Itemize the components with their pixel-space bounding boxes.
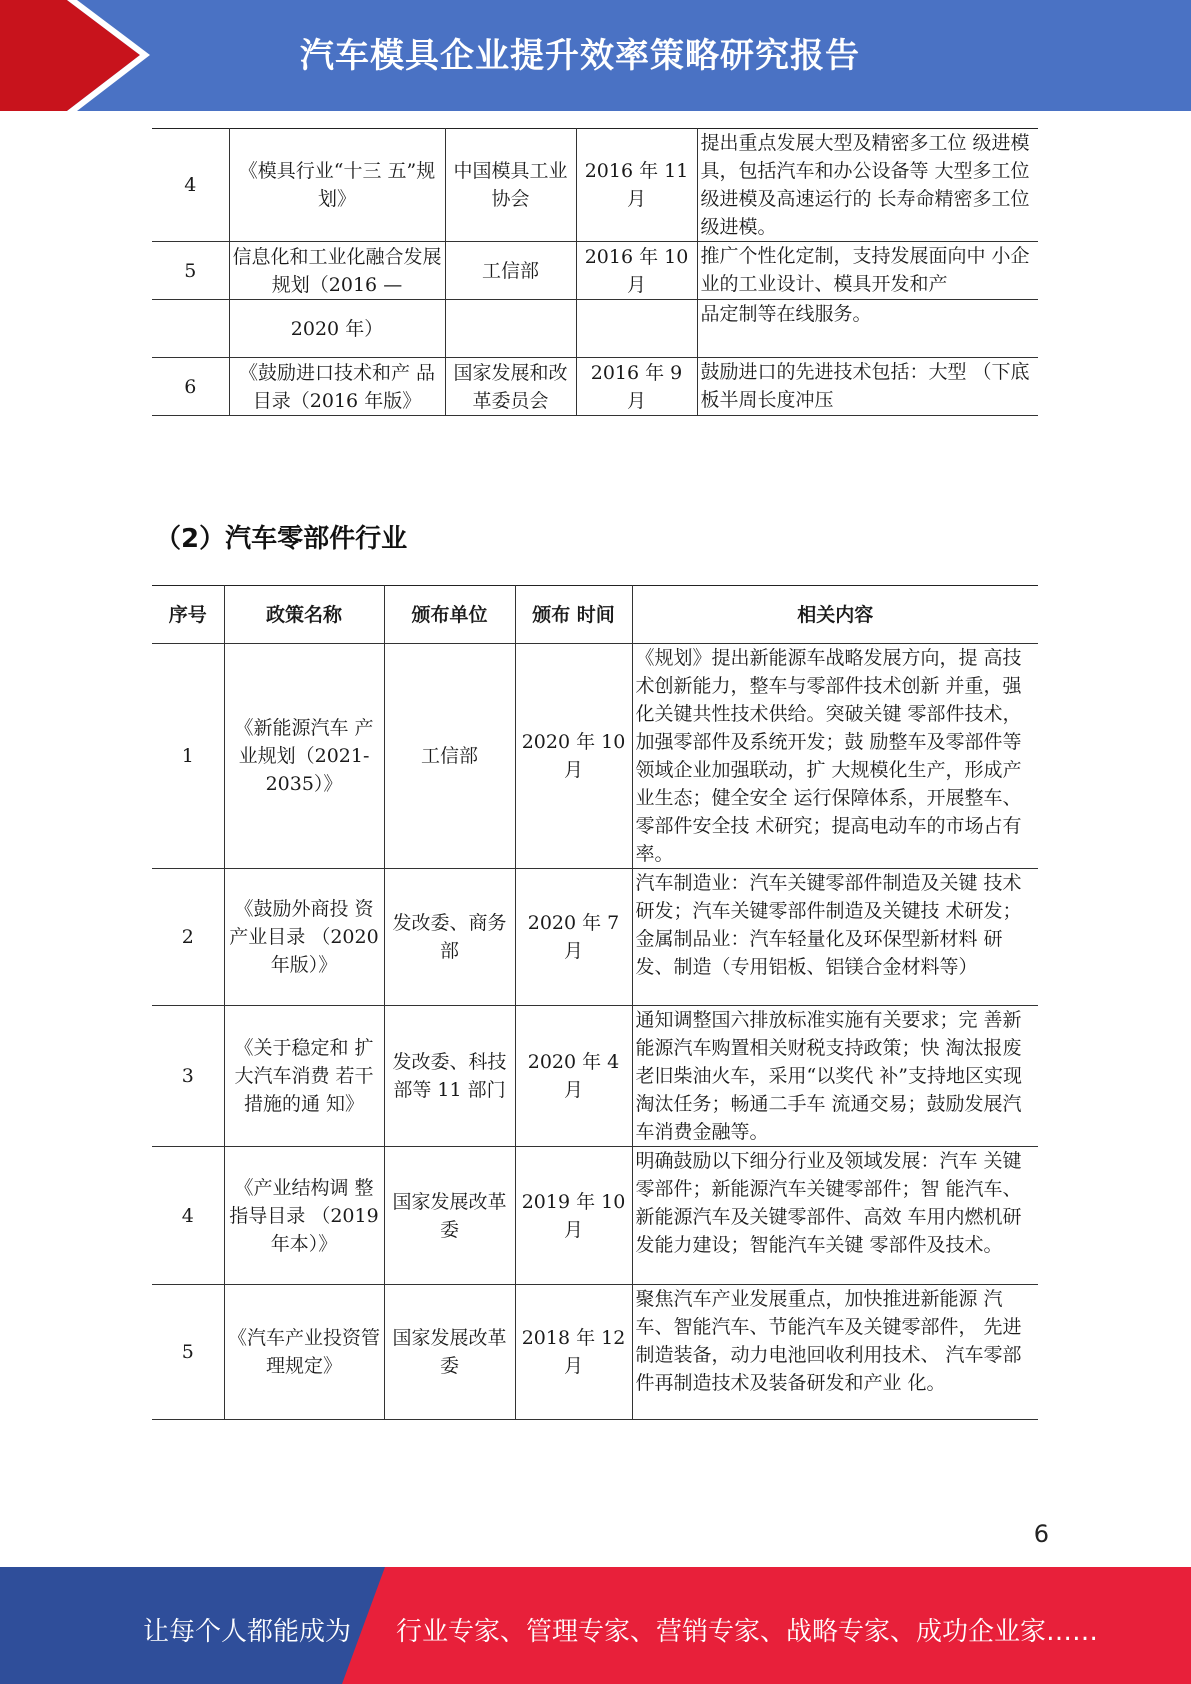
issue-date: 2018 年 12 月 [515, 1285, 632, 1420]
policy-name: 《关于稳定和 扩大汽车消费 若干措施的通 知》 [224, 1006, 384, 1147]
issuer: 发改委、商务部 [384, 869, 515, 1006]
policy-content: 通知调整国六排放标准实施有关要求；完 善新能源汽车购置相关财税支持政策；快 淘汰报废老旧柴油火车，采用“以奖代 补”支持地区实现淘汰任务；畅通二手车 流通交易；鼓励发展汽车消费金融等。 [632, 1006, 1038, 1147]
row-number: 3 [152, 1006, 224, 1147]
footer-slogan-right: 行业专家、管理专家、营销专家、战略专家、成功企业家…… [396, 1617, 1099, 1647]
policy-name: 《鼓励外商投 资产业目录 （2020 年版）》 [224, 869, 384, 1006]
page-number: 6 [1033, 1520, 1049, 1548]
red-chevron-decoration [0, 0, 140, 111]
table-row [152, 300, 1038, 358]
section-title: （2）汽车零部件行业 [155, 524, 408, 554]
table-row [152, 1147, 1038, 1285]
policy-table-mold-continued [152, 128, 1038, 416]
policy-name: 《模具行业“十三 五”规划》 [229, 129, 445, 242]
row-number: 5 [152, 242, 229, 300]
issuer: 国家发展改革委 [384, 1147, 515, 1285]
policy-name: 《新能源汽车 产业规划（2021-2035）》 [224, 644, 384, 869]
policy-content: 提出重点发展大型及精密多工位 级进模具，包括汽车和办公设备等 大型多工位级进模及高速运行的 长寿命精密多工位级进模。 [697, 129, 1038, 242]
row-number: 6 [152, 358, 229, 416]
row-number: 4 [152, 1147, 224, 1285]
footer-slogan-left: 让每个人都能成为 [143, 1617, 352, 1647]
report-title: 汽车模具企业提升效率策略研究报告 [300, 36, 860, 76]
issuer: 国家发展和改革委员会 [445, 358, 576, 416]
header-content: 相关内容 [632, 586, 1038, 644]
page-footer [0, 1567, 1191, 1684]
row-number: 2 [152, 869, 224, 1006]
issue-date [576, 300, 697, 358]
policy-content: 明确鼓励以下细分行业及领域发展：汽车 关键零部件；新能源汽车关键零部件；智 能汽车、新能源汽车及关键零部件、高效 车用内燃机研发能力建设；智能汽车关键 零部件及技术。 [632, 1147, 1038, 1285]
policy-name: 信息化和工业化融合发展规划（2016 — [229, 242, 445, 300]
table-row [152, 869, 1038, 1006]
table-header-row [152, 586, 1038, 644]
header-number: 序号 [152, 586, 224, 644]
issuer: 国家发展改革委 [384, 1285, 515, 1420]
issue-date: 2019 年 10 月 [515, 1147, 632, 1285]
issuer: 中国模具工业协会 [445, 129, 576, 242]
header-issuer: 颁布单位 [384, 586, 515, 644]
header-policy-name: 政策名称 [224, 586, 384, 644]
issue-date: 2016 年 10 月 [576, 242, 697, 300]
table-row [152, 358, 1038, 416]
policy-content: 聚焦汽车产业发展重点，加快推进新能源 汽车、智能汽车、节能汽车及关键零部件， 先进制造装备，动力电池回收利用技术、 汽车零部件再制造技术及装备研发和产业 化。 [632, 1285, 1038, 1420]
policy-name: 《产业结构调 整指导目录 （2019 年本）》 [224, 1147, 384, 1285]
policy-content: 《规划》提出新能源车战略发展方向，提 高技术创新能力，整车与零部件技术创新 并重，强化关键共性技术供给。突破关键 零部件技术，加强零部件及系统开发；鼓 励整车及零部件等领域企业加强联动，扩 大规模化生产，形成产业生态；健全安全 运行保障体系，开展整车、零部件安全技 术研究；提高电动车的市场占有率。 [632, 644, 1038, 869]
policy-content: 推广个性化定制，支持发展面向中 小企业的工业设计、模具开发和产 [697, 242, 1038, 300]
table-row [152, 1285, 1038, 1420]
table-row [152, 1006, 1038, 1147]
issuer [445, 300, 576, 358]
issue-date: 2020 年 4 月 [515, 1006, 632, 1147]
issue-date: 2020 年 7 月 [515, 869, 632, 1006]
policy-name: 《汽车产业投资管理规定》 [224, 1285, 384, 1420]
page-header [0, 0, 1191, 111]
row-number: 5 [152, 1285, 224, 1420]
issuer: 工信部 [384, 644, 515, 869]
issue-date: 2020 年 10 月 [515, 644, 632, 869]
policy-content: 品定制等在线服务。 [697, 300, 1038, 358]
row-number [152, 300, 229, 358]
issuer: 工信部 [445, 242, 576, 300]
table-row [152, 242, 1038, 300]
policy-content: 鼓励进口的先进技术包括：大型 （下底板半周长度冲压 [697, 358, 1038, 416]
table-row [152, 129, 1038, 242]
policy-content: 汽车制造业：汽车关键零部件制造及关键 技术研发；汽车关键零部件制造及关键技 术研发；金属制品业：汽车轻量化及环保型新材料 研发、制造（专用铝板、铝镁合金材料等） [632, 869, 1038, 1006]
issue-date: 2016 年 11 月 [576, 129, 697, 242]
issue-date: 2016 年 9 月 [576, 358, 697, 416]
header-date: 颁布 时间 [515, 586, 632, 644]
policy-table-auto-parts [152, 585, 1038, 1420]
table-row [152, 644, 1038, 869]
policy-name: 2020 年） [229, 300, 445, 358]
row-number: 1 [152, 644, 224, 869]
issuer: 发改委、科技部等 11 部门 [384, 1006, 515, 1147]
row-number: 4 [152, 129, 229, 242]
policy-name: 《鼓励进口技术和产 品目录（2016 年版》 [229, 358, 445, 416]
